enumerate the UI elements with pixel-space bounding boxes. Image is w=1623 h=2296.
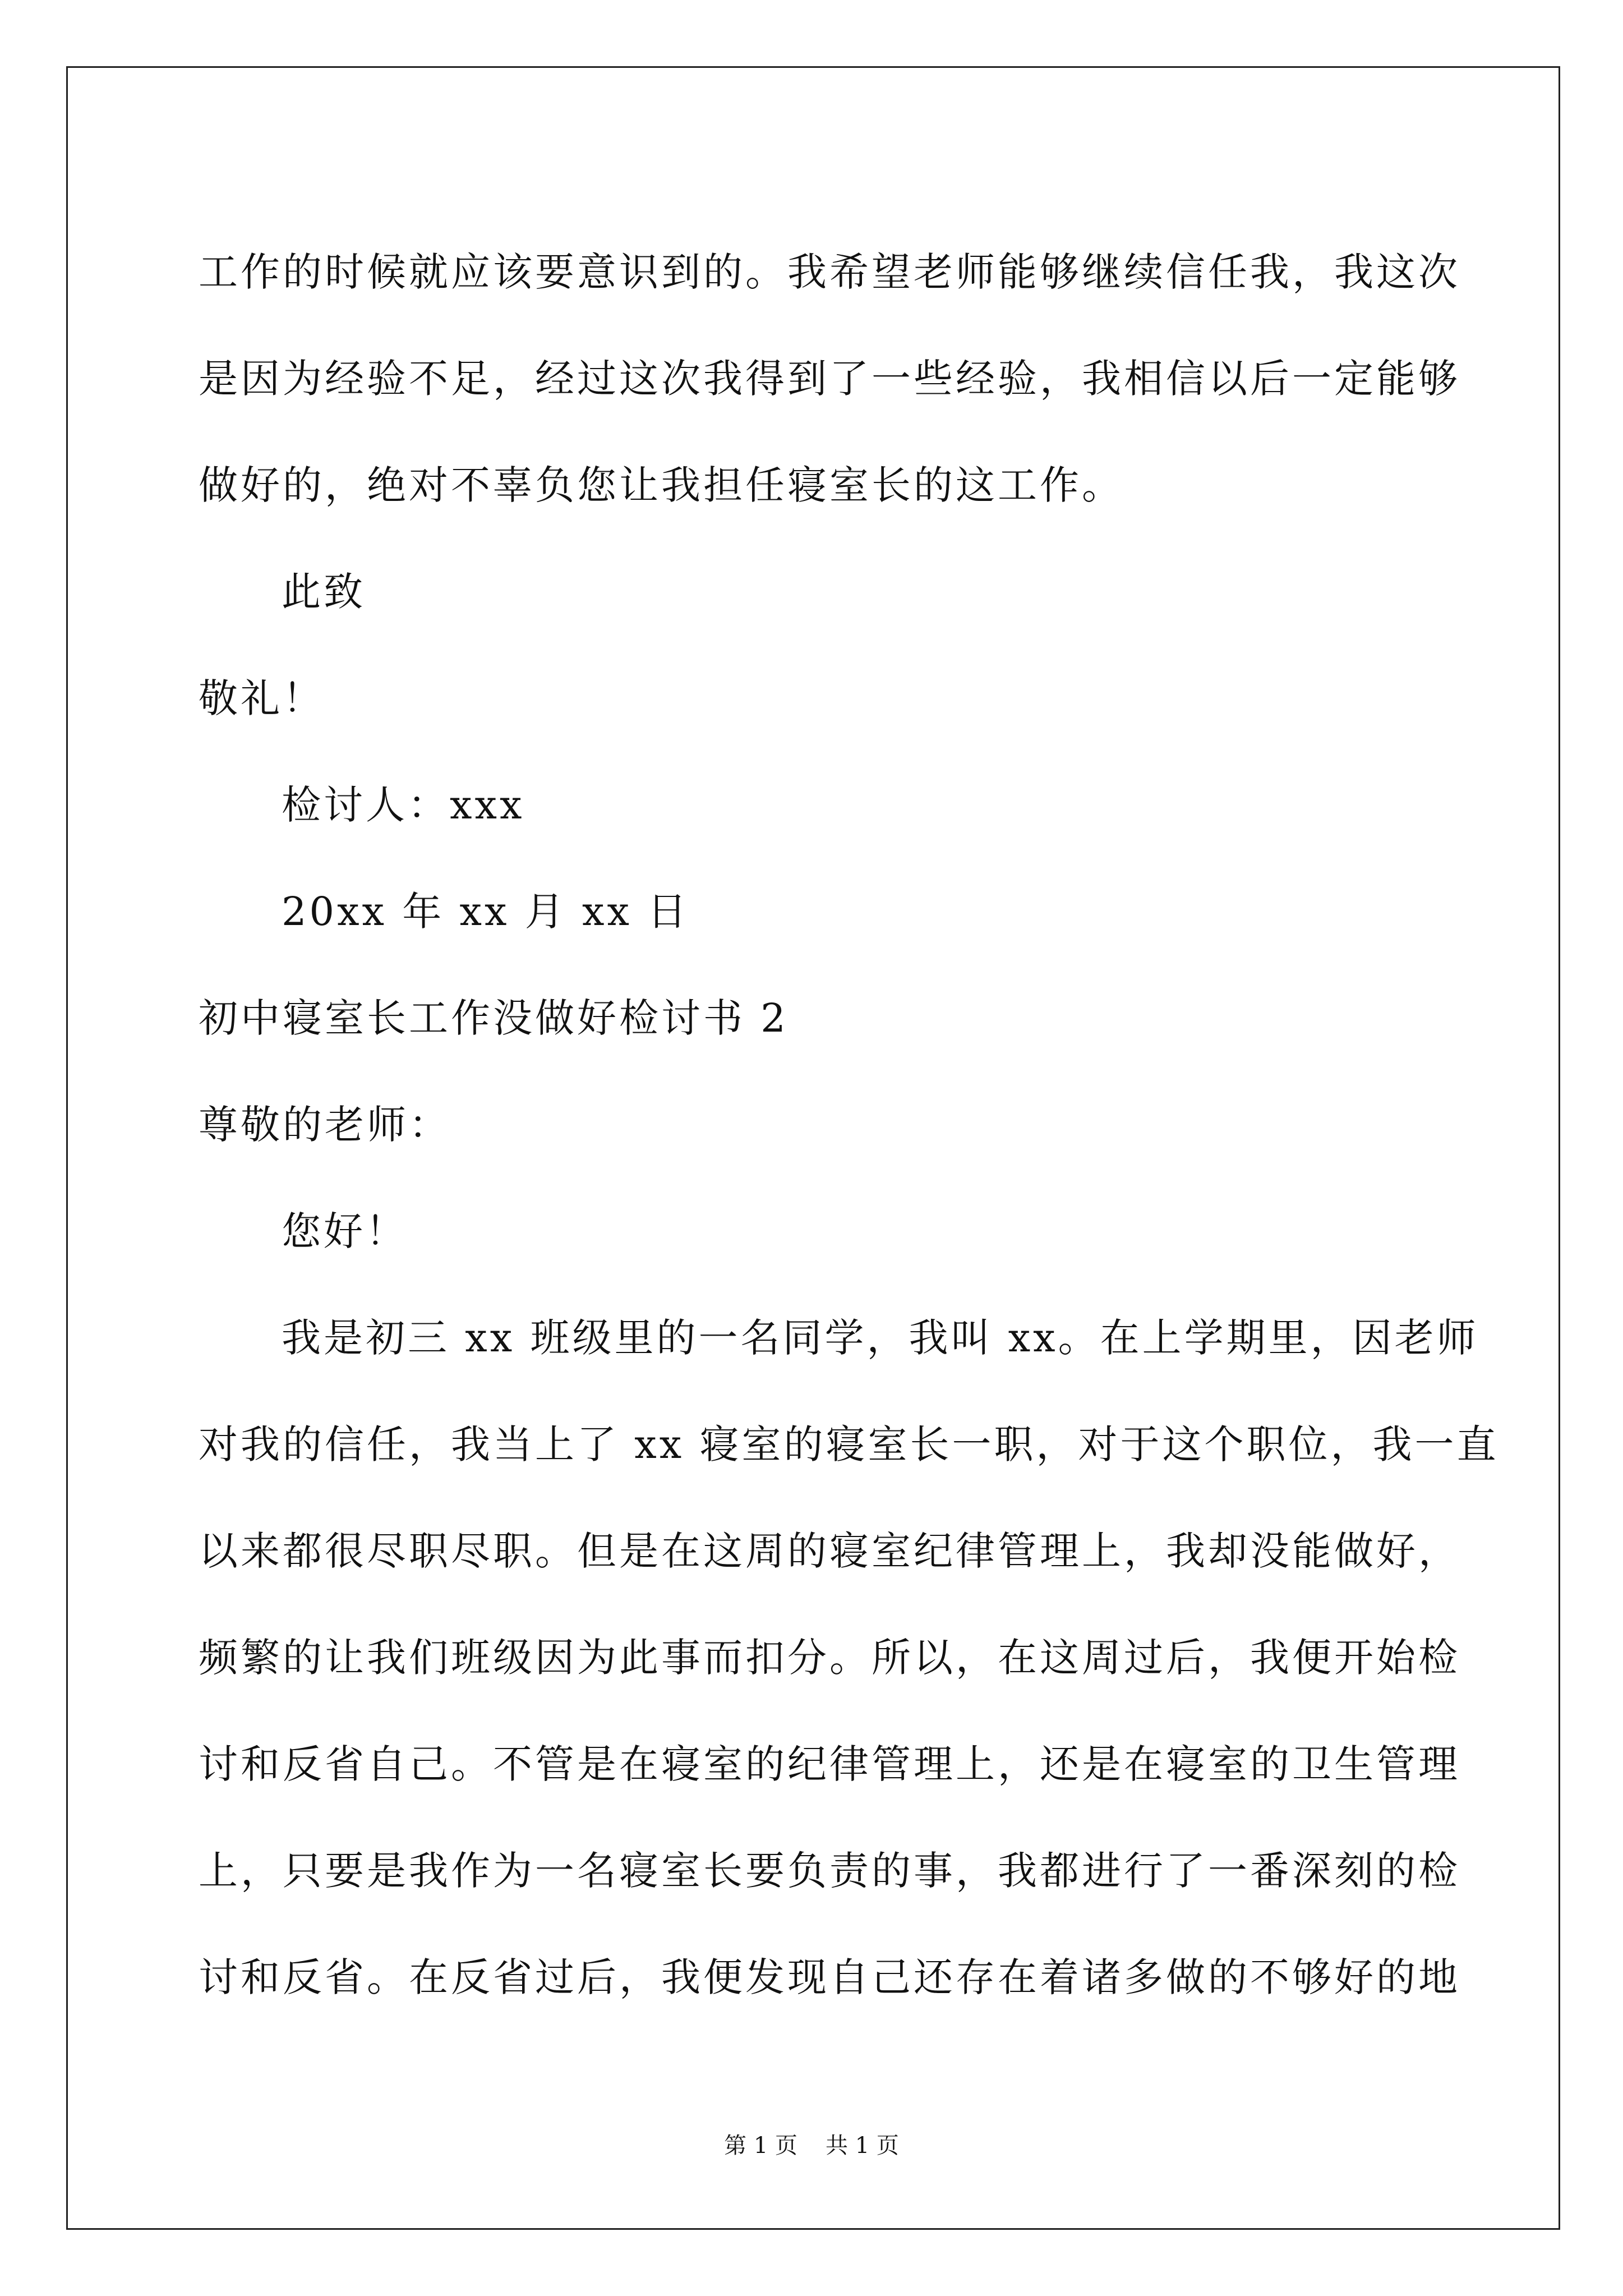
signature-author: 检讨人：xxx (282, 782, 525, 828)
paragraph-line: 是因为经验不足，经过这次我得到了一些经验，我相信以后一定能够 (199, 356, 1460, 402)
signature-date: 20xx 年 xx 月 xx 日 (282, 889, 690, 935)
paragraph-line: 讨和反省。在反省过后，我便发现自己还存在着诸多做的不够好的地 (199, 1954, 1460, 2000)
paragraph-line: 以来都很尽职尽职。但是在这周的寝室纪律管理上，我却没能做好， (199, 1528, 1460, 1574)
section-title: 初中寝室长工作没做好检讨书 2 (199, 995, 789, 1041)
closing-salutation: 此致 (282, 569, 366, 615)
page-total: 共 1 页 (826, 2133, 899, 2159)
document-body (199, 219, 1499, 2031)
paragraph-line: 频繁的让我们班级因为此事而扣分。所以，在这周过后，我便开始检 (199, 1635, 1460, 1681)
paragraph-line: 工作的时候就应该要意识到的。我希望老师能够继续信任我，我这次 (199, 249, 1460, 295)
greeting: 您好！ (282, 1208, 408, 1254)
page-footer (0, 2132, 1623, 2160)
page-number: 第 1 页 (724, 2133, 797, 2159)
paragraph-line: 我是初三 xx 班级里的一名同学，我叫 xx。在上学期里，因老师 (282, 1315, 1479, 1361)
paragraph-line: 对我的信任，我当上了 xx 寝室的寝室长一职，对于这个职位，我一直 (199, 1421, 1499, 1467)
closing-respect: 敬礼！ (199, 675, 325, 721)
greeting-addressee: 尊敬的老师： (199, 1102, 451, 1148)
paragraph-line: 上，只要是我作为一名寝室长要负责的事，我都进行了一番深刻的检 (199, 1848, 1460, 1894)
paragraph-line: 讨和反省自己。不管是在寝室的纪律管理上，还是在寝室的卫生管理 (199, 1741, 1460, 1787)
paragraph-line: 做好的，绝对不辜负您让我担任寝室长的这工作。 (199, 462, 1124, 508)
